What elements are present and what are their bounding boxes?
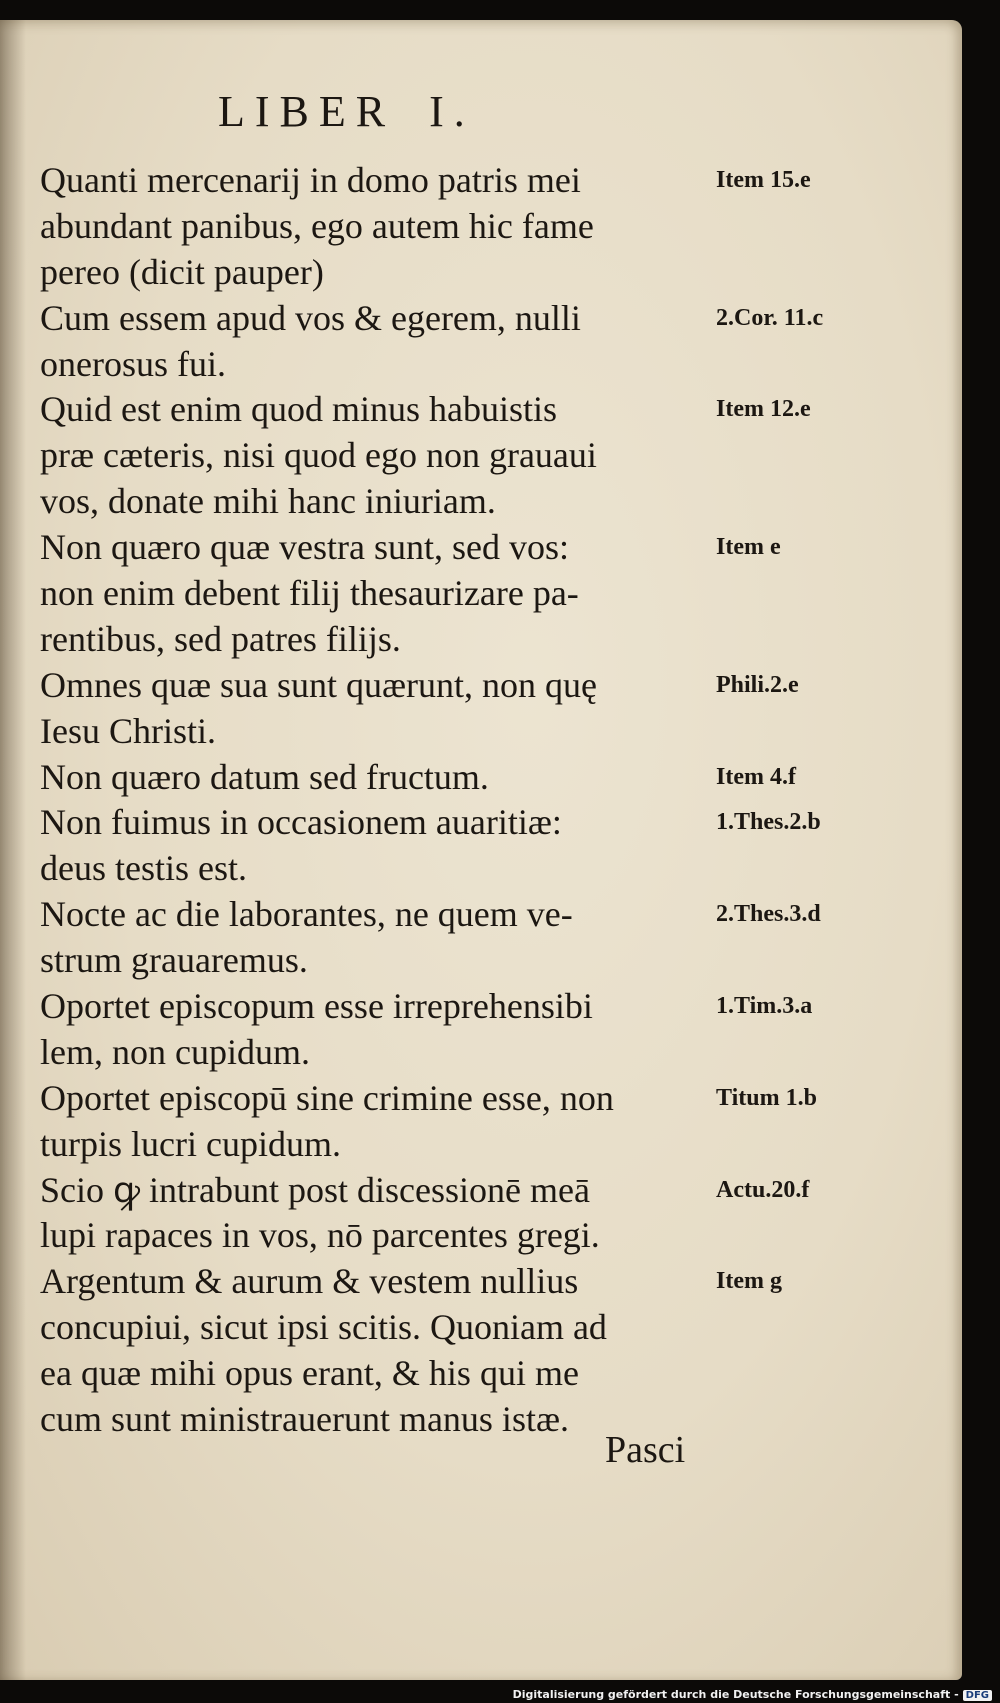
text-line (40, 250, 940, 296)
line-text: Argentum & aurum & vestem nullius (40, 1261, 579, 1302)
margin-note: Titum 1.b (716, 1084, 817, 1111)
margin-note: Item g (716, 1268, 782, 1295)
text-line (40, 846, 940, 892)
line-text: deus testis est. (40, 848, 247, 889)
line-text: pereo (dicit pauper) (40, 251, 324, 292)
text-line (40, 1122, 940, 1168)
line-text: Oportet episcopum esse irreprehensibi (40, 986, 593, 1027)
text-line (40, 1305, 940, 1351)
line-text: turpis lucri cupidum. (40, 1123, 341, 1164)
line-text: Non fuimus in occasionem auaritiæ: (40, 802, 562, 843)
running-head-number: I. (429, 87, 475, 136)
spine-shadow (0, 20, 26, 1680)
text-line (40, 387, 940, 433)
text-line (40, 1168, 940, 1214)
line-text: abundant panibus, ego autem hic fame (40, 205, 594, 246)
line-text: Omnes quæ sua sunt quærunt, non quę (40, 664, 597, 705)
text-line (40, 984, 940, 1030)
line-text: Quanti mercenarij in domo patris mei (40, 160, 581, 200)
line-text: onerosus fui. (40, 343, 226, 384)
margin-note: Actu.20.f (716, 1176, 810, 1203)
book-page (0, 20, 962, 1680)
margin-note: Phili.2.e (716, 671, 799, 698)
text-line (40, 800, 940, 846)
line-text: Non quæro quæ vestra sunt, sed vos: (40, 527, 569, 568)
text-line (40, 433, 940, 479)
text-line (40, 755, 940, 801)
line-text: non enim debent filij thesaurizare pa- (40, 573, 579, 614)
text-line (40, 1213, 940, 1259)
text-line (40, 892, 940, 938)
text-line (40, 525, 940, 571)
margin-note: Item 12.e (716, 396, 811, 423)
text-line (40, 342, 940, 388)
text-line (40, 204, 940, 250)
line-text: ea quæ mihi opus erant, & his qui me (40, 1353, 579, 1394)
margin-note: 1.Tim.3.a (716, 993, 813, 1020)
text-line (40, 296, 940, 342)
running-head (218, 86, 475, 137)
text-line (40, 1259, 940, 1305)
text-line (40, 479, 940, 525)
line-text: Oportet episcopū sine crimine esse, non (40, 1077, 614, 1118)
line-text: lupi rapaces in vos, nō parcentes gregi. (40, 1215, 600, 1256)
text-line (40, 1030, 940, 1076)
line-text: Non quæro datum sed fructum. (40, 756, 489, 797)
line-text: Quid est enim quod minus habuistis (40, 389, 557, 430)
text-line (40, 1076, 940, 1122)
line-text: strum grauaremus. (40, 940, 308, 981)
line-text: Cum essem apud vos & egerem, nulli (40, 297, 581, 338)
margin-note: 2.Thes.3.d (716, 901, 821, 928)
margin-note: Item 4.f (716, 763, 796, 790)
margin-note: 2.Cor. 11.c (716, 304, 824, 331)
digitization-footer (513, 1688, 992, 1701)
line-text: Iesu Christi. (40, 710, 216, 751)
text-line (40, 938, 940, 984)
line-text: lem, non cupidum. (40, 1031, 310, 1072)
line-text: cum sunt ministrauerunt manus istæ. (40, 1399, 569, 1440)
margin-note: Item e (716, 534, 781, 561)
margin-note: Item 15.e (716, 167, 811, 193)
text-line (40, 571, 940, 617)
text-line (40, 1351, 940, 1397)
line-text: rentibus, sed patres filijs. (40, 618, 401, 659)
text-line (40, 663, 940, 709)
text-line (40, 709, 940, 755)
text-block (40, 158, 940, 1443)
footer-text: Digitalisierung gefördert durch die Deutsche Forschungsgemeinschaft - (512, 1688, 959, 1701)
line-text: Nocte ac die laborantes, ne quem ve- (40, 894, 573, 935)
text-line (40, 158, 940, 204)
dfg-logo: DFG (963, 1690, 992, 1701)
line-text: Scio ꝙ intrabunt post discessionē meā (40, 1169, 590, 1210)
line-text: concupiui, sicut ipsi scitis. Quoniam ad (40, 1307, 607, 1348)
line-text: præ cæteris, nisi quod ego non grauaui (40, 435, 597, 476)
margin-note: 1.Thes.2.b (716, 809, 821, 836)
text-line (40, 1397, 940, 1443)
running-head-title: LIBER (218, 87, 396, 136)
line-text: vos, donate mihi hanc iniuriam. (40, 481, 496, 522)
catchword: Pasci (605, 1429, 686, 1471)
text-line (40, 617, 940, 663)
